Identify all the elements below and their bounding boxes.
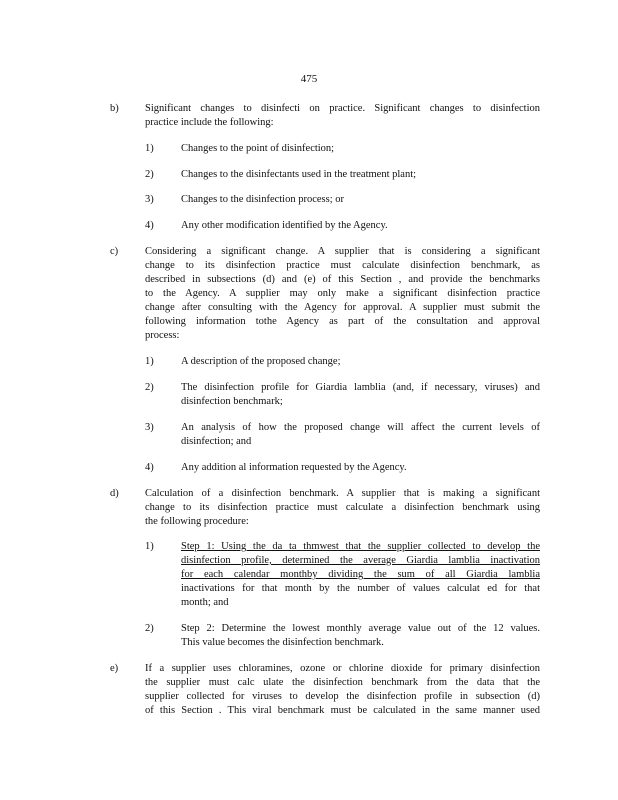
section-d-item-line: This value becomes the disinfection benchmark.: [181, 637, 384, 648]
section-b-item-3-num: 3): [145, 194, 154, 205]
section-c-item-1-num: 1): [145, 356, 154, 367]
section-d-item-line: disinfection profile, determined the average Giardia lamblia inactivation: [181, 555, 540, 566]
section-c-line: to the Agency. A supplier may only make a significant disinfection practice: [145, 288, 540, 299]
section-d-item-line: Step 2: Determine the lowest monthly average value out of the 12 values.: [181, 623, 540, 634]
section-c-item-line: An analysis of how the proposed change will affect the current levels of: [181, 422, 540, 433]
section-b-line: Significant changes to disinfecti on practice. Significant changes to disinfection: [145, 103, 540, 114]
section-c-item-1-text: [181, 355, 540, 369]
section-e-line: supplier collected for viruses to develop the disinfection profile in subsection (d): [145, 691, 540, 702]
section-c-item-line: A description of the proposed change;: [181, 356, 341, 367]
section-c-text: [145, 245, 540, 343]
section-e-text: [145, 662, 540, 718]
section-c-letter: c): [110, 246, 119, 257]
section-b-item-2-text: Changes to the disinfectants used in the treatment plant;: [181, 169, 417, 180]
section-d-line: Calculation of a disinfection benchmark. A supplier that is making a significant: [145, 488, 540, 499]
section-b-item-1-num: 1): [145, 143, 154, 154]
section-c-line: process:: [145, 330, 180, 341]
section-d-item-line: for each calendar monthby dividing the sum of all Giardia lamblia: [181, 569, 540, 580]
section-b-item-3-text: Changes to the disinfection process; or: [181, 194, 345, 205]
section-d-item-2-text: [181, 622, 540, 650]
section-d-letter: d): [110, 488, 119, 499]
section-b-letter: b): [110, 103, 119, 114]
section-c-item-4-num: 4): [145, 462, 154, 473]
section-d-item-1-text: [181, 540, 540, 610]
section-c-line: described in subsections (d) and (e) of this Section , and provide the benchmarks: [145, 274, 540, 285]
section-e-line: If a supplier uses chloramines, ozone or chlorine dioxide for primary disinfection: [145, 663, 540, 674]
section-e-line: the supplier must calc ulate the disinfection benchmark from the data that the: [145, 677, 540, 688]
section-c-item-line: Any addition al information requested by the Agency.: [181, 462, 407, 473]
section-b-item-1-text: Changes to the point of disinfection;: [181, 143, 335, 154]
section-b-item-4-text: Any other modification identified by the Agency.: [181, 220, 388, 231]
section-e-line: of this Section . This viral benchmark must be calculated in the same manner used: [145, 705, 540, 716]
section-c-item-line: disinfection; and: [181, 436, 252, 447]
section-c-item-2-num: 2): [145, 382, 154, 393]
section-d-item-line: inactivations for that month by the number of values calculat ed for that: [181, 583, 540, 594]
page-number: 475: [300, 73, 318, 85]
section-c-item-2-text: [181, 381, 540, 409]
section-c-line: following information tothe Agency as part of the consultation and approval: [145, 316, 540, 327]
section-c-line: change after consulting with the Agency for approval. A supplier must submit the: [145, 302, 540, 313]
section-c-line: Considering a significant change. A supplier that is considering a significant: [145, 246, 540, 257]
section-d-item-2-num: 2): [145, 623, 154, 634]
section-d-item-line: Step 1: Using the da ta thmwest that the supplier collected to develop the: [181, 541, 540, 552]
section-d-line: the following procedure:: [145, 516, 249, 527]
section-e-letter: e): [110, 663, 119, 674]
section-d-line: change to its disinfection practice must calculate a disinfection benchmark using: [145, 502, 540, 513]
section-c-item-line: The disinfection profile for Giardia lamblia (and, if necessary, viruses) and: [181, 382, 540, 393]
section-c-item-3-num: 3): [145, 422, 154, 433]
section-c-item-line: disinfection benchmark;: [181, 396, 283, 407]
section-d-item-line: month; and: [181, 597, 229, 608]
section-d-item-1-num: 1): [145, 541, 154, 552]
section-b-text: [145, 102, 540, 130]
section-b-item-2-num: 2): [145, 169, 154, 180]
section-b-line: practice include the following:: [145, 117, 274, 128]
section-c-item-3-text: [181, 421, 540, 449]
section-b-item-4-num: 4): [145, 220, 154, 231]
section-c-line: change to its disinfection practice must calculate disinfection benchmark, as: [145, 260, 540, 271]
section-c-item-4-text: [181, 461, 540, 475]
section-d-text: [145, 487, 540, 529]
